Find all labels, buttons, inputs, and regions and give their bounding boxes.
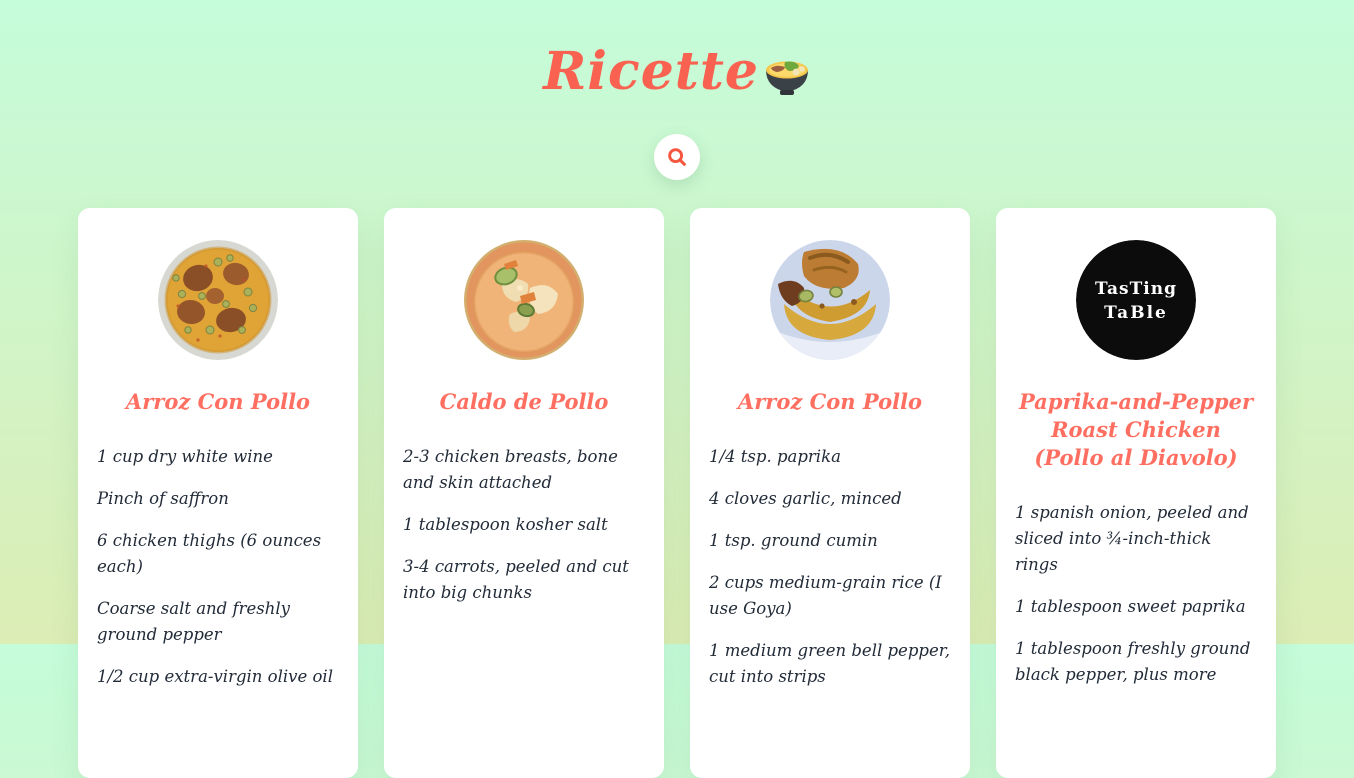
arroz-con-pollo-pot-photo bbox=[158, 240, 278, 360]
ingredient-list bbox=[1015, 500, 1257, 688]
ingredient-item: 1/4 tsp. paprika bbox=[709, 447, 841, 466]
recipe-photo bbox=[770, 240, 890, 360]
recipe-title: Caldo de Pollo bbox=[439, 389, 609, 414]
ingredient-list bbox=[403, 444, 645, 606]
recipe-title: Arroz Con Pollo bbox=[737, 389, 923, 414]
caldo-de-pollo-soup-photo bbox=[464, 240, 584, 360]
recipe-photo bbox=[158, 240, 278, 360]
ingredient-item: 2 cups medium-grain rice (I use Goya) bbox=[709, 573, 942, 618]
app-logo bbox=[0, 41, 1354, 102]
recipe-card-grid bbox=[0, 208, 1354, 778]
recipe-card[interactable] bbox=[996, 208, 1276, 778]
ingredient-item: 1 cup dry white wine bbox=[97, 447, 273, 466]
ingredient-item: 1 tablespoon sweet paprika bbox=[1015, 597, 1246, 616]
tasting-table-logo-photo bbox=[1076, 240, 1196, 360]
bowl-of-food-icon bbox=[763, 54, 811, 98]
recipe-card[interactable] bbox=[384, 208, 664, 778]
recipe-title: Arroz Con Pollo bbox=[125, 389, 311, 414]
ingredient-item: 1/2 cup extra-virgin olive oil bbox=[97, 667, 333, 686]
ingredient-item: 4 cloves garlic, minced bbox=[709, 489, 902, 508]
recipe-card[interactable] bbox=[690, 208, 970, 778]
svg-text:TaBle: TaBle bbox=[1104, 303, 1168, 323]
ingredient-item: 1 spanish onion, peeled and sliced into ¾-inch-thick rings bbox=[1015, 503, 1249, 574]
ingredient-list bbox=[97, 444, 339, 690]
ingredient-item: 2-3 chicken breasts, bone and skin attached bbox=[403, 447, 618, 492]
app-title: Ricette bbox=[543, 41, 759, 102]
ingredient-item: Pinch of saffron bbox=[97, 489, 229, 508]
ingredient-item: 1 tsp. ground cumin bbox=[709, 531, 878, 550]
search-button[interactable] bbox=[654, 134, 700, 180]
ingredient-list bbox=[709, 444, 951, 690]
ingredient-item: 6 chicken thighs (6 ounces each) bbox=[97, 531, 322, 576]
app-header bbox=[0, 0, 1354, 180]
svg-text:TasTing: TasTing bbox=[1095, 279, 1177, 299]
ingredient-item: 1 tablespoon freshly ground black pepper, plus more bbox=[1015, 639, 1251, 684]
arroz-con-pollo-plate-photo bbox=[770, 240, 890, 360]
ingredient-item: Coarse salt and freshly ground pepper bbox=[97, 599, 290, 644]
ingredient-item: 1 medium green bell pepper, cut into strips bbox=[709, 641, 951, 686]
search-icon bbox=[666, 146, 688, 168]
recipe-photo bbox=[1076, 240, 1196, 360]
ingredient-item: 3-4 carrots, peeled and cut into big chunks bbox=[403, 557, 629, 602]
ingredient-item: 1 tablespoon kosher salt bbox=[403, 515, 608, 534]
recipe-card[interactable] bbox=[78, 208, 358, 778]
recipe-photo bbox=[464, 240, 584, 360]
recipe-title: Paprika-and-Pepper Roast Chicken (Pollo al Diavolo) bbox=[1018, 389, 1254, 470]
